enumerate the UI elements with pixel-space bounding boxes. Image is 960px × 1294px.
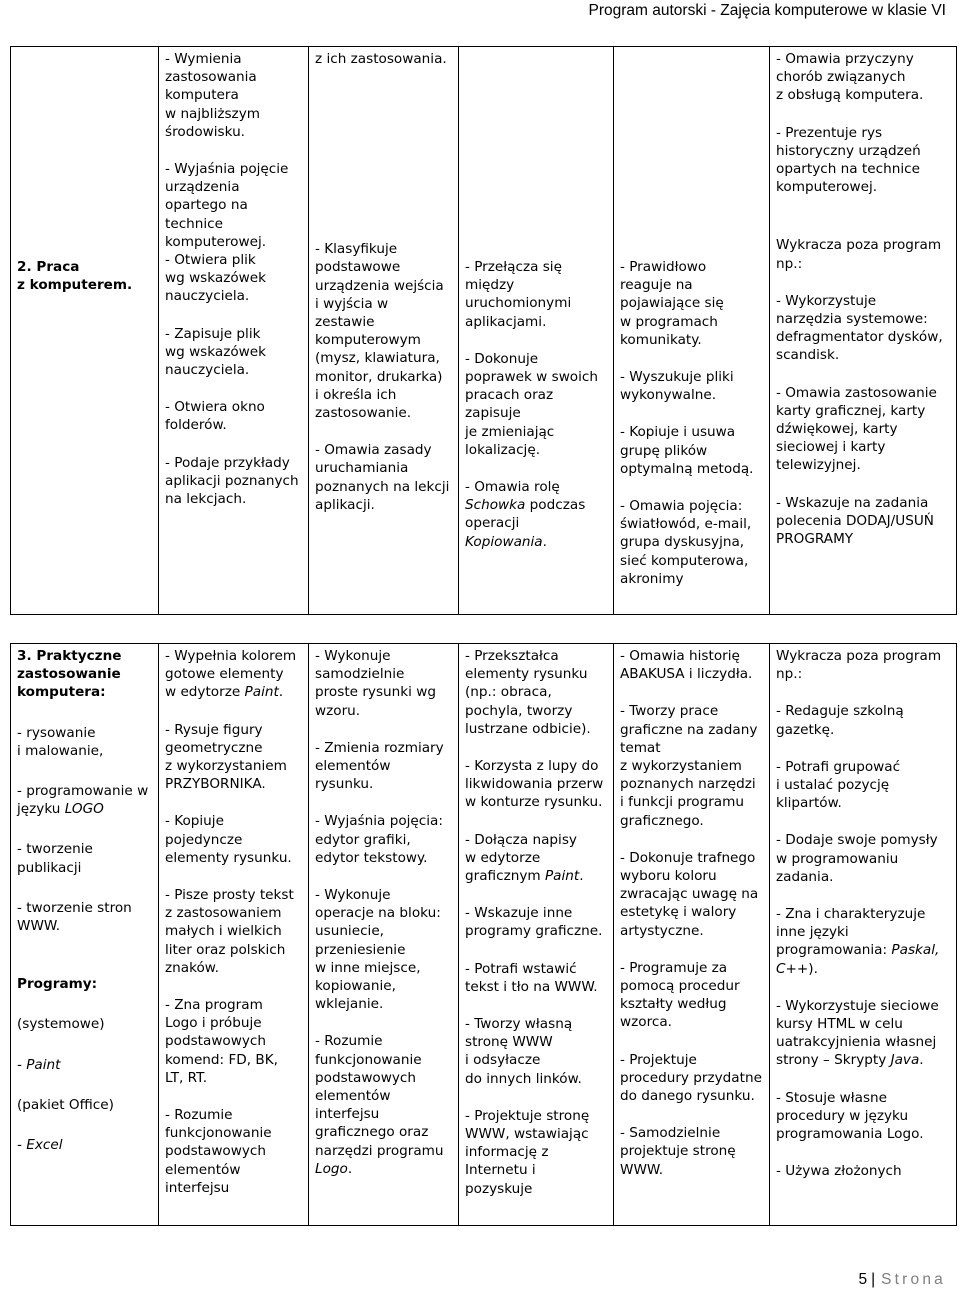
requirement-item: - Omawia przyczyny chorób związanych z obsługą komputera.: [776, 51, 924, 104]
requirement-item: - Przełącza się między uruchomionymi aplikacjami.: [465, 259, 572, 330]
requirement-item: - Rysuje figury geometryczne z wykorzystaniem PRZYBORNIKA.: [165, 721, 287, 793]
topic-item: - tworzenie stron WWW.: [17, 899, 132, 935]
requirements-cell-expanding: [459, 644, 614, 1226]
topic-item: - rysowanie i malowanie,: [17, 724, 104, 759]
requirement-item: - Potrafi wstawić tekst i tło na WWW.: [465, 960, 598, 995]
page-word: Strona: [881, 1271, 946, 1288]
section-label: 3. Praktyczne zastosowanie komputera:: [17, 648, 122, 701]
requirement-item: - Zna i charakteryzuje inne języki programowania: Paskal, C++).: [776, 906, 940, 977]
requirement-item: - Kopiuje pojedyncze elementy rysunku.: [165, 813, 292, 866]
requirement-item: Wykracza poza program np.:: [776, 648, 942, 683]
requirement-item: - Zmienia rozmiary elementów rysunku.: [315, 739, 444, 793]
requirement-item: - Rozumie funkcjonowanie podstawowych elementów interfejsu graficznego oraz narzędzi programu Logo.: [315, 1033, 444, 1177]
requirement-item: - Wskazuje inne programy graficzne.: [465, 905, 603, 940]
requirement-item: - Wyjaśnia pojęcie urządzenia opartego na technice komputerowej.: [165, 161, 289, 250]
requirements-cell-extended: [309, 644, 459, 1226]
page-footer: [858, 1270, 946, 1290]
program-item: - Excel: [17, 1137, 63, 1154]
requirement-item: - Wykorzystuje sieciowe kursy HTML w celu uatrakcyjnienia własnej strony – Skrypty Java.: [776, 997, 939, 1069]
requirements-cell-basic: [159, 47, 309, 615]
requirements-cell-complementary: [614, 47, 770, 615]
requirements-cell-expanding: [459, 47, 614, 615]
requirement-item: - Wyjaśnia pojęcia: edytor grafiki, edytor tekstowy.: [315, 813, 443, 866]
programs-label: Programy:: [17, 976, 98, 993]
requirement-item: - Tworzy własną stronę WWW i odsyłacze do innych linków.: [465, 1016, 582, 1087]
requirement-item: - Rozumie funkcjonowanie podstawowych elementów interfejsu: [165, 1107, 272, 1196]
requirement-item: - Samodzielnie projektuje stronę WWW.: [620, 1125, 736, 1178]
requirements-cell-basic: [159, 644, 309, 1226]
requirements-cell-complementary: [614, 644, 770, 1226]
program-category: (pakiet Office): [17, 1096, 114, 1113]
requirement-item: - Projektuje procedury przydatne do danego rysunku.: [620, 1051, 762, 1105]
program-category: (systemowe): [17, 1016, 105, 1033]
requirement-item: - Redaguje szkolną gazetkę.: [776, 703, 904, 738]
requirement-item: - Pisze prosty tekst z zastosowaniem małych i wielkich liter oraz polskich znaków.: [165, 887, 294, 976]
curriculum-table-section-3: [10, 643, 957, 1226]
requirements-cell-exceeding: [770, 644, 957, 1226]
requirement-item: Wykracza poza program np.:: [776, 237, 942, 272]
requirement-item: z ich zastosowania.: [315, 51, 447, 67]
footer-separator: |: [871, 1271, 876, 1288]
requirement-item: - Projektuje stronę WWW, wstawiając informację z Internetu i pozyskuje: [465, 1107, 590, 1197]
section-label: 2. Praca z komputerem.: [17, 259, 133, 294]
page-header: [0, 0, 960, 24]
requirement-item: - Korzysta z lupy do likwidowania przerw w konturze rysunku.: [465, 758, 604, 811]
requirement-item: - Zna program Logo i próbuje podstawowych komend: FD, BK, LT, RT.: [165, 997, 278, 1086]
requirement-item: - Tworzy prace graficzne na zadany temat z wykorzystaniem poznanych narzędzi i funkcji programu graficznego.: [620, 703, 758, 829]
topic-item: - programowanie w języku LOGO: [17, 783, 149, 818]
page-number: 5: [858, 1271, 868, 1288]
requirement-item: - Wskazuje na zadania polecenia DODAJ/USUŃ PROGRAMY: [776, 494, 934, 548]
requirement-item: - Wykorzystuje narzędzia systemowe: defragmentator dysków, scandisk.: [776, 292, 943, 364]
requirements-cell-extended: [309, 47, 459, 615]
requirement-item: - Programuje za pomocą procedur kształty według wzorca.: [620, 959, 740, 1031]
requirement-item: - Wymienia zastosowania komputera w najbliższym środowisku.: [165, 51, 260, 140]
requirement-item: - Potrafi grupować i ustalać pozycję klipartów.: [776, 758, 901, 812]
requirement-item: - Omawia zastosowanie karty graficznej, karty dźwiękowej, karty sieciowej i karty telewizyjnej.: [776, 384, 937, 474]
requirement-item: - Wykonuje operacje na bloku: usuniecie, przeniesienie w inne miejsce, kopiowanie, wklejanie.: [315, 887, 441, 1013]
requirement-item: - Dodaje swoje pomysły w programowaniu zadania.: [776, 832, 938, 885]
requirement-item: - Prezentuje rys historyczny urządzeń opartych na technice komputerowej.: [776, 124, 921, 196]
requirement-item: - Omawia historię ABAKUSA i liczydła.: [620, 648, 753, 683]
requirement-item: - Omawia zasady uruchamiania poznanych na lekcji aplikacji.: [315, 442, 450, 513]
requirement-item: - Wypełnia kolorem gotowe elementy w edytorze Paint.: [165, 648, 297, 701]
requirement-item: - Zapisuje plik wg wskazówek nauczyciela.: [165, 325, 267, 379]
requirement-item: - Dołącza napisy w edytorze graficznym Paint.: [465, 831, 584, 885]
requirement-item: - Używa złożonych: [776, 1163, 902, 1180]
section-label-cell: [11, 644, 159, 1226]
curriculum-table-section-2: [10, 46, 957, 615]
requirement-item: - Przekształca elementy rysunku (np.: obraca, pochyla, tworzy lustrzane odbicie).: [465, 648, 591, 737]
requirements-cell-exceeding: [770, 47, 957, 615]
section-label-cell: [11, 47, 159, 615]
document-title: Program autorski - Zajęcia komputerowe w klasie VI: [588, 2, 946, 19]
requirement-item: - Omawia pojęcia: światłowód, e-mail, grupa dyskusyjna, sieć komputerowa, akronimy: [620, 498, 752, 587]
requirement-item: - Otwiera okno folderów.: [165, 399, 265, 434]
requirement-item: - Stosuje własne procedury w języku programowania Logo.: [776, 1089, 924, 1143]
topic-item: - tworzenie publikacji: [17, 841, 93, 876]
requirement-item: - Podaje przykłady aplikacji poznanych na lekcjach.: [165, 454, 299, 508]
requirement-item: - Kopiuje i usuwa grupę plików optymalną metodą.: [620, 424, 754, 477]
requirement-item: - Prawidłowo reaguje na pojawiające się w programach komunikaty.: [620, 259, 724, 348]
requirement-item: - Wyszukuje pliki wykonywalne.: [620, 369, 734, 404]
requirement-item: - Wykonuje samodzielnie proste rysunki wg wzoru.: [315, 648, 436, 719]
program-item: - Paint: [17, 1056, 61, 1073]
requirement-item: - Dokonuje poprawek w swoich pracach oraz zapisuje je zmieniając lokalizację.: [465, 350, 598, 458]
requirement-item: - Klasyfikuje podstawowe urządzenia wejścia i wyjścia w zestawie komputerowym (mysz, klawiatura, monitor, drukarka) i określa ich zastosowanie.: [315, 241, 444, 422]
requirement-item: - Otwiera plik wg wskazówek nauczyciela.: [165, 252, 267, 305]
requirement-item: - Dokonuje trafnego wyboru koloru zwracając uwagę na estetykę i walory artystyczne.: [620, 849, 759, 939]
requirement-item: - Omawia rolę Schowka podczas operacji Kopiowania.: [465, 479, 586, 550]
